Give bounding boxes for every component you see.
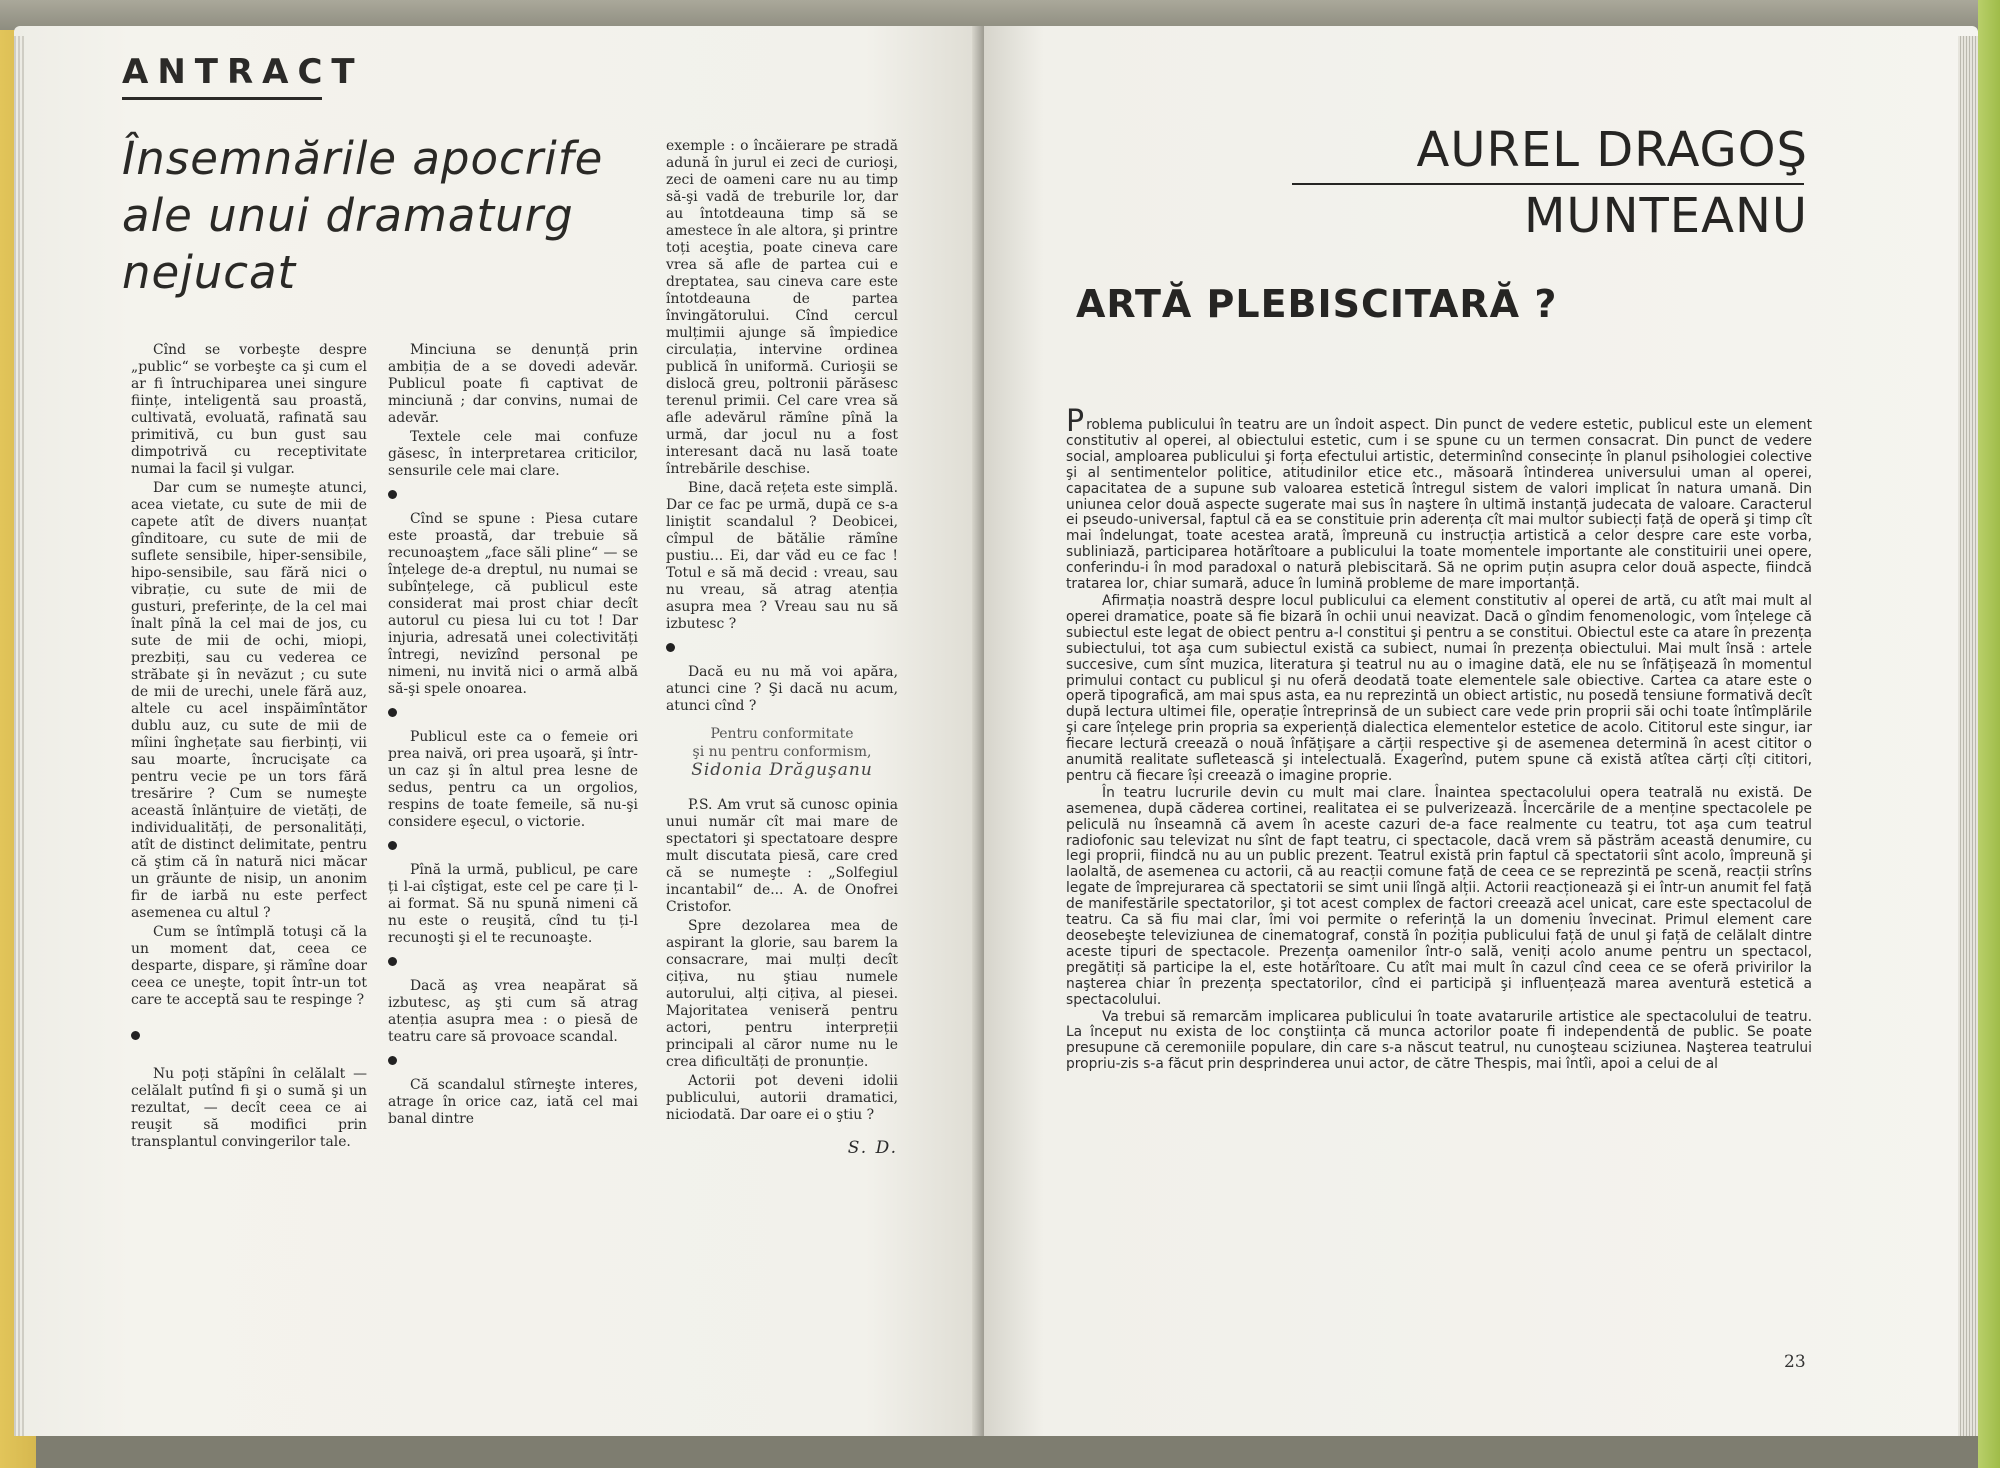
bullet-separator [388,841,397,850]
bullet-separator [388,708,397,717]
signature-line-1: Pentru conformitate [710,726,854,742]
left-column-3 [666,138,898,1157]
paragraph: Spre dezolarea mea de aspirant la glorie, sau barem la consacrare, mai mulți decît cițiva, nu ştiau numele autorului, alți cițiva, al piesei. Majoritatea veniseră pentru actori, pentru interpreții principali al căror nume nu le crea dificultăți de pronunție. [666,918,898,1070]
paragraph: P.S. Am vrut să cunosc opinia unui număr cît mai mare de spectatori şi spectatoare despre mult discutata piesă, care cred că se numeşte : „Solfegiul incantabil“ de... A. de Onofrei Cristofor. [666,797,898,915]
left-column-2 [388,342,638,1130]
author-rule [1292,183,1804,185]
paragraph: În teatru lucrurile devin cu mult mai clare. Înaintea spectacolului opera teatrală nu există. De asemenea, după căderea cortinei, realitatea ei se pulverizează. Încercările de a menține spectacolele pe peliculă nu înseamnă că avem în aceste cazuri de-a face realmente cu teatru, tot aşa cum teatrul radiofonic sau televizat nu sînt de fapt teatru, ci spectacole, dacă vrem să păstrăm această denumire, cu legi proprii, fiindcă nu au un public prezent. Teatrul există prin faptul că spectatorii sînt acolo, împreună şi laolaltă, de asemenea cu actorii, că au reacții comune față de ceea ce se reprezintă pe scenă, reacții strîns legate de împrejurarea că spectatorii se simt unii lîngă alții. Actorii reacționează şi ei într-un anumit fel față de manifestările spectatorilor, şi tot acest complex de factori creează acel unicat, care este spectacolul de teatru. Ca să fiu mai clar, îmi voi permite o referință la un domeniu învecinat. Primul element care deosebeşte televiziunea de cinematograf, constă în poziția publicului față de unul şi față de celălalt dintre aceste tipuri de spectacole. Prezența oamenilor într-o sală, veniți acolo anume pentru un spectacol, pregătiți să participe la el, este hotărîtoare. Cu atît mai mult în cazul cînd ceea ce se oferă privirilor la naşterea chiar în prezența spectatorilor, cînd ei participă şi influențează marea aventură estetică a spectacolului. [1066,784,1812,1008]
paragraph: Textele cele mai confuze găsesc, în interpretarea criticilor, sensurile cele mai clare. [388,429,638,479]
paragraph: Dacă eu nu mă voi apăra, atunci cine ? Şi dacă nu acum, atunci cînd ? [666,664,898,714]
bullet-separator [666,643,675,652]
left-page-edges [14,36,24,1436]
paragraph: Bine, dacă rețeta este simplă. Dar ce fac pe urmă, după ce s-a liniştit scandalul ? Deobicei, cîmpul de bătălie rămîne pustiu... Ei, dar văd eu ce fac ! Totul e să mă decid : vreau, sau nu vreau, să atrag atenția asupra mea ? Vreau sau nu să izbutesc ? [666,480,898,632]
bullet-separator [388,1056,397,1065]
essay-body [1066,404,1812,1074]
background-green-edge [1978,0,2000,1468]
right-article-title: ARTĂ PLEBISCITARĂ ? [1076,282,1558,326]
author-initials: S. D. [847,1138,898,1158]
signature-line-2: şi nu pentru conformism, [692,744,872,760]
paragraph: Dacă aş vrea neapărat să izbutesc, aş şti cum să atrag atenția asupra mea : o piesă de teatru care să provoace scandal. [388,978,638,1045]
section-rule [122,97,322,100]
bullet-separator [131,1031,140,1040]
paragraph: Cînd se spune : Piesa cutare este proastă, dar trebuie să recunoaştem „face săli pline“ — se înțelege de-a dreptul, nu numai se subînțelege, că publicul este considerat mai prost chiar decît autorul cu piesa lui cu tot ! Dar injuria, adresată unei colectivități întregi, nevizînd personal pe nimeni, nu invită nici o armă albă să-şi spele onoarea. [388,511,638,697]
paragraph: Cum se întîmplă totuşi că la un moment dat, ceea ce desparte, dispare, şi rămîne doar ceea ce uneşte, topit într-un tot care te acceptă sau te respinge ? [131,924,367,1008]
paragraph: Actorii pot deveni idolii publicului, autorii dramatici, niciodată. Dar oare ei o ştiu ? [666,1073,898,1123]
paragraph: Nu poți stăpîni în celălalt — celălalt putînd fi şi o sumă şi un rezultat, — decît ceea ce ai reuşit să modifici prin transplantul convingerilor tale. [131,1066,367,1150]
paragraph: Că scandalul stîrneşte interes, atrage în orice caz, iată cel mai banal dintre [388,1077,638,1127]
author-name-line-1: AUREL DRAGOŞ [1416,122,1808,178]
signature-name: Sidonia Drăguşanu [691,760,873,780]
page-number: 23 [1784,1352,1806,1372]
signature-block [666,725,898,779]
paragraph: Pînă la urmă, publicul, pe care ți l-ai cîştigat, este cel pe care ți l-ai format. Să nu spună nimeni că nu este o reuşită, cînd tu ți-l recunoşti şi el te recunoaşte. [388,862,638,946]
paragraph [1066,404,1812,593]
paragraph: exemple : o încăierare pe stradă adună în jurul ei zeci de curioşi, zeci de oameni care nu au timp să-şi vadă de treburile lor, dar au întotdeauna timp să se amestece în ale altora, şi printre toți aceştia, poate cineva care vrea să afle de partea cui e dreptatea, sau cineva care este întotdeauna de partea învingătorului. Cînd cercul mulțimii ajunge să împiedice circulația, intervine ordinea publică în uniformă. Curioşii se dislocă greu, poltronii părăsesc terenul primii. Cel care vrea să afle adevărul rămîne pînă la urmă, dar jocul nu a fost interesant dacă nu lasă toate întrebările deschise. [666,138,898,477]
paragraph: Cînd se vorbeşte despre „public“ se vorbeşte ca şi cum el ar fi întruchiparea unei singure ființe, inteligentă sau proastă, cultivată, evoluată, rafinată sau primitivă, cu bun gust sau dimpotrivă cu receptivitate numai la facil şi vulgar. [131,342,367,477]
author-name-line-2: MUNTEANU [1524,188,1808,244]
left-article-title: Însemnările apocrife ale unui dramaturg nejucat [122,132,604,299]
paragraph: Minciuna se denunță prin ambiția de a se dovedi adevăr. Publicul poate fi captivat de minciună ; dar convins, numai de adevăr. [388,342,638,426]
bullet-separator [388,490,397,499]
paragraph: Dar cum se numeşte atunci, acea vietate, cu sute de mii de capete atît de divers nuanțat gînditoare, cu sute de mii de suflete sensibile, hiper-sensibile, hipo-sensibile, sau fără nici o vibrație, cu sute de mii de gusturi, preferințe, de la cel mai înalt pînă la cel mai de jos, cu sute de mii de ochi, miopi, prezbiți, sau cu vederea ce străbate şi în nevăzut ; cu sute de mii de urechi, unele fără auz, altele cu acel inspăimîntător dublu auz, cu sute de mii de mîini înghețate sau fierbinți, vii sau moarte, încrucişate ca pentru vecie pe un tors fără tresărire ? Cum se numeşte această înlănțuire de vietăți, de individualități, de personalități, atît de distinct delimitate, pentru că ştim că în natură nici măcar un grăunte de nisip, un anonim fir de iarbă nu este perfect asemenea cu altul ? [131,480,367,921]
paragraph: Publicul este ca o femeie ori prea naivă, ori prea uşoară, şi într-un caz şi în altul prea lesne de sedus, pentru ca un orgolios, respins de toate femeile, să nu-şi considere eşecul, o victorie. [388,729,638,830]
left-column-1 [131,342,367,1153]
paragraph: Afirmația noastră despre locul publicului ca element constitutiv al operei de artă, cu atît mai mult al operei dramatice, poate să fie bizară în ochii unui neavizat. Dacă o gîndim fenomenologic, vom înțelege că subiectul este legat de obiect pentru a-l constitui şi pentru a se constitui. Obiectul este ca atare în prezența subiectului, tot aşa cum subiectul există ca subiect, numai în prezența obiectului. Mai mult însă : artele succesive, cum sînt muzica, literatura şi teatrul nu au o imagine dată, ele nu se înfățişează în momentul primului contact cu publicul şi nu oferă deodată toate elementele sale obiective. Cartea ca atare este o operă tipografică, am mai spus asta, ea nu reprezintă un obiect artistic, nu posedă tensiune formativă decît după lectura ultimei file, operație întreprinsă de un subiect care vede prin proprii săi ochi toate întîmplările şi care înțelege prin propria sa experiență dialectica elementelor estetice de acolo. Cititorul este singur, iar fiecare lectură creează o nouă înfățişare a cărții respective şi de asemenea determină în acest cititor o anumită realitate sufletească şi intelectuală. Exagerînd, putem spune că există atîtea cărți cîți cititori, pentru că fiecare își creează o imagine proprie. [1066,592,1812,784]
paragraph: Va trebui să remarcăm implicarea publicului în toate avatarurile artistice ale spectacolului de teatru. La început nu exista de loc conştiința că munca actorilor poate fi independentă de public. Se poate presupune că ceremoniile populare, din care s-a născut teatrul, nu cunoşteau sciziunea. Naşterea teatrului propriu-zis s-a făcut prin desprinderea unui actor, de către Thespis, mai întîi, apoi a celui de al [1066,1008,1812,1073]
drop-cap: P [1066,404,1085,439]
section-label: ANTRACT [122,52,364,92]
paragraph-text: roblema publicului în teatru are un îndoit aspect. Din punct de vedere estetic, publicul este un element constitutiv al operei, al obiectului estetic, cum i se spune cu un termen consacrat. Din punct de vedere social, amploarea publicului şi forța efectului artistic, determinînd consecințe în planul psihologiei colective şi al sentimentelor politice, atitudinilor etice etc., măsoară întinderea universului uman al operei, capacitatea de a supune sub valoarea estetică întregul sistem de valori implicat în natura umană. Din uniunea celor două aspecte sugerate mai sus în naştere în ultimă instanță judecata de valoare. Caracterul ei pseudo-universal, faptul că ea se constituie prin aderența cît mai multor subiecți față de operă şi timp cît mai îndelungat, toate acestea arată, împreună cu instrucția artistică a celor despre care este vorba, subliniază, participarea hotărîtoare a publicului la toate momentele importante ale constituirii unei opere, conferindu-i în mod paradoxal o natură plebiscitară. Să ne oprim puțin asupra celor două aspecte, fiindcă tratarea lor, chiar sumară, aduce în lumină probleme de mare importanță. [1066,417,1812,593]
right-page-edges [1958,36,1978,1436]
bullet-separator [388,957,397,966]
